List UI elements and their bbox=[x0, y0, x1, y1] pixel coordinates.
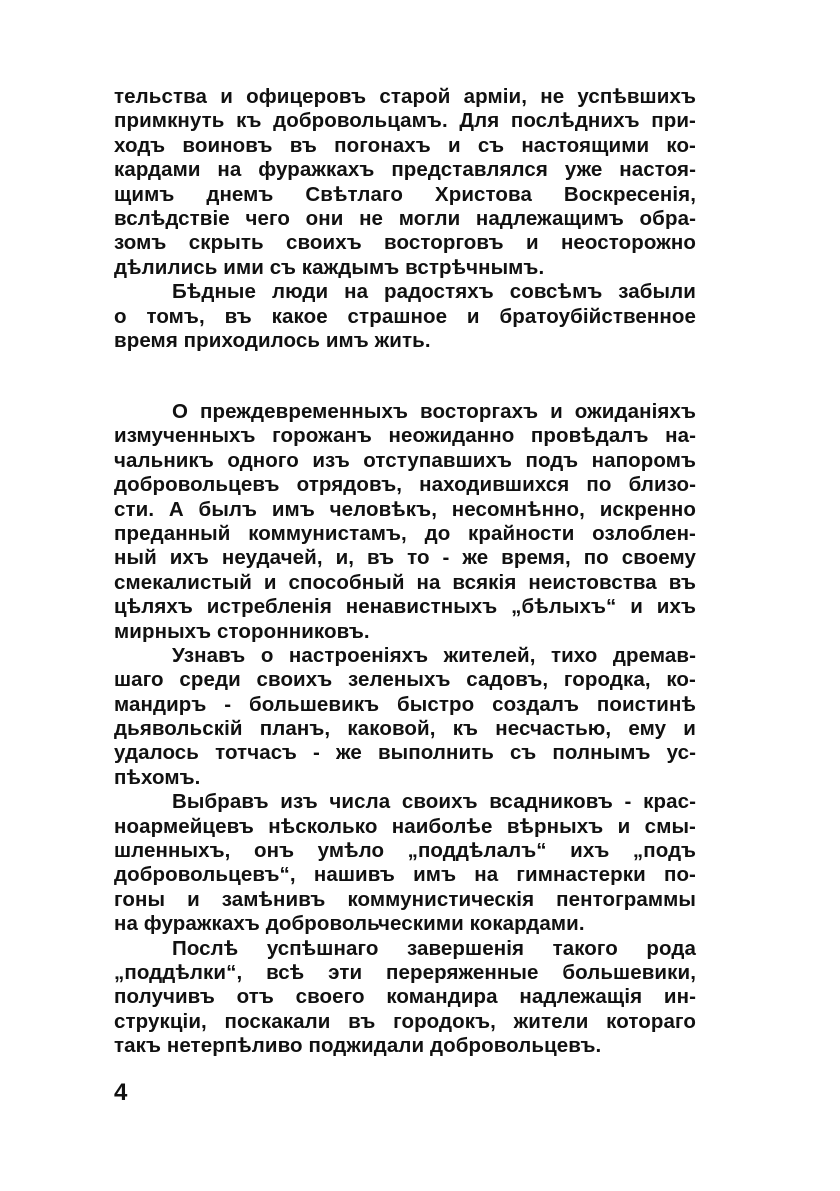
paragraph-5-line: добровольцевъ“, нашивъ имъ на гимнастерки по- bbox=[114, 863, 696, 887]
text-line: примкнуть къ добровольцамъ. Для послѣднихъ при- bbox=[114, 109, 696, 133]
paragraph-6-line: получивъ отъ своего командира надлежащія ин- bbox=[114, 985, 696, 1009]
paragraph-3-line: добровольцевъ отрядовъ, находившихся по близо- bbox=[114, 473, 696, 497]
paragraph-3-line: сти. А былъ имъ человѣкъ, несомнѣнно, искренно bbox=[114, 497, 696, 521]
paragraph-3-line: мирныхъ сторонниковъ. bbox=[114, 619, 370, 643]
paragraph-3-line: измученныхъ горожанъ неожиданно провѣдалъ на- bbox=[114, 424, 696, 448]
text-line: зомъ скрыть своихъ восторговъ и неосторожно bbox=[114, 231, 696, 255]
paragraph-3-line: чальникъ одного изъ отступавшихъ подъ напоромъ bbox=[114, 448, 696, 472]
text-line: тельства и офицеровъ старой арміи, не успѣвшихъ bbox=[114, 85, 696, 108]
text-line: дѣлились ими съ каждымъ встрѣчнымъ. bbox=[114, 255, 545, 279]
section-2 bbox=[114, 400, 696, 1059]
paragraph-5-line: шленныхъ, онъ умѣло „поддѣлалъ“ ихъ „подъ bbox=[114, 839, 696, 863]
paragraph-3-line: О преждевременныхъ восторгахъ и ожиданіяхъ bbox=[172, 400, 696, 423]
paragraph-5-line: ноармейцевъ нѣсколько наиболѣе вѣрныхъ и смы- bbox=[114, 814, 696, 838]
paragraph-4-line: шаго среди своихъ зеленыхъ садовъ, городка, ко- bbox=[114, 668, 696, 692]
paragraph-2-line: о томъ, въ какое страшное и братоубійственное bbox=[114, 304, 696, 328]
text-line: ходъ воиновъ въ погонахъ и съ настоящими ко- bbox=[114, 133, 696, 157]
paragraph-4-line: удалось тотчасъ - же выполнить съ полнымъ ус- bbox=[114, 741, 696, 765]
paragraph-3-line: преданный коммунистамъ, до крайности озлоблен- bbox=[114, 521, 696, 545]
paragraph-3-line: смекалистый и способный на всякія неистовства въ bbox=[114, 570, 696, 594]
paragraph-4-line: мандиръ - большевикъ быстро создалъ поистинѣ bbox=[114, 692, 696, 716]
paragraph-2-line: Бѣдные люди на радостяхъ совсѣмъ забыли bbox=[172, 280, 696, 304]
paragraph-6-line: „поддѣлки“, всѣ эти переряженные большевики, bbox=[114, 960, 696, 984]
page-number: 4 bbox=[114, 1079, 128, 1106]
paragraph-6-line: Послѣ успѣшнаго завершенія такого рода bbox=[172, 936, 696, 960]
text-line: кардами на фуражкахъ представлялся уже настоя- bbox=[114, 158, 696, 182]
paragraph-5-line: на фуражкахъ добровольческими кокардами. bbox=[114, 912, 585, 936]
paragraph-2-line: время приходилось имъ жить. bbox=[114, 328, 431, 352]
paragraph-4-line: пѣхомъ. bbox=[114, 765, 201, 789]
paragraph-6-line: струкціи, поскакали въ городокъ, жители котораго bbox=[114, 1009, 696, 1033]
paragraph-6-line: такъ нетерпѣливо поджидали добровольцевъ. bbox=[114, 1034, 602, 1058]
paragraph-3-line: цѣляхъ истребленія ненавистныхъ „бѣлыхъ“ и ихъ bbox=[114, 595, 696, 619]
paragraph-5-line: Выбравъ изъ числа своихъ всадниковъ - крас- bbox=[172, 790, 696, 814]
paragraph-4-line: дьявольскій планъ, каковой, къ несчастью, ему и bbox=[114, 717, 696, 741]
paragraph-5-line: гоны и замѣнивъ коммунистическія пентограммы bbox=[114, 887, 696, 911]
text-line: щимъ днемъ Свѣтлаго Христова Воскресенія, bbox=[114, 182, 696, 206]
text-line: вслѣдствіе чего они не могли надлежащимъ обра- bbox=[114, 206, 696, 230]
paragraph-1 bbox=[114, 85, 696, 353]
paragraph-3-line: ный ихъ неудачей, и, въ то - же время, по своему bbox=[114, 546, 696, 570]
paragraph-4-line: Узнавъ о настроеніяхъ жителей, тихо дремав- bbox=[172, 643, 696, 667]
